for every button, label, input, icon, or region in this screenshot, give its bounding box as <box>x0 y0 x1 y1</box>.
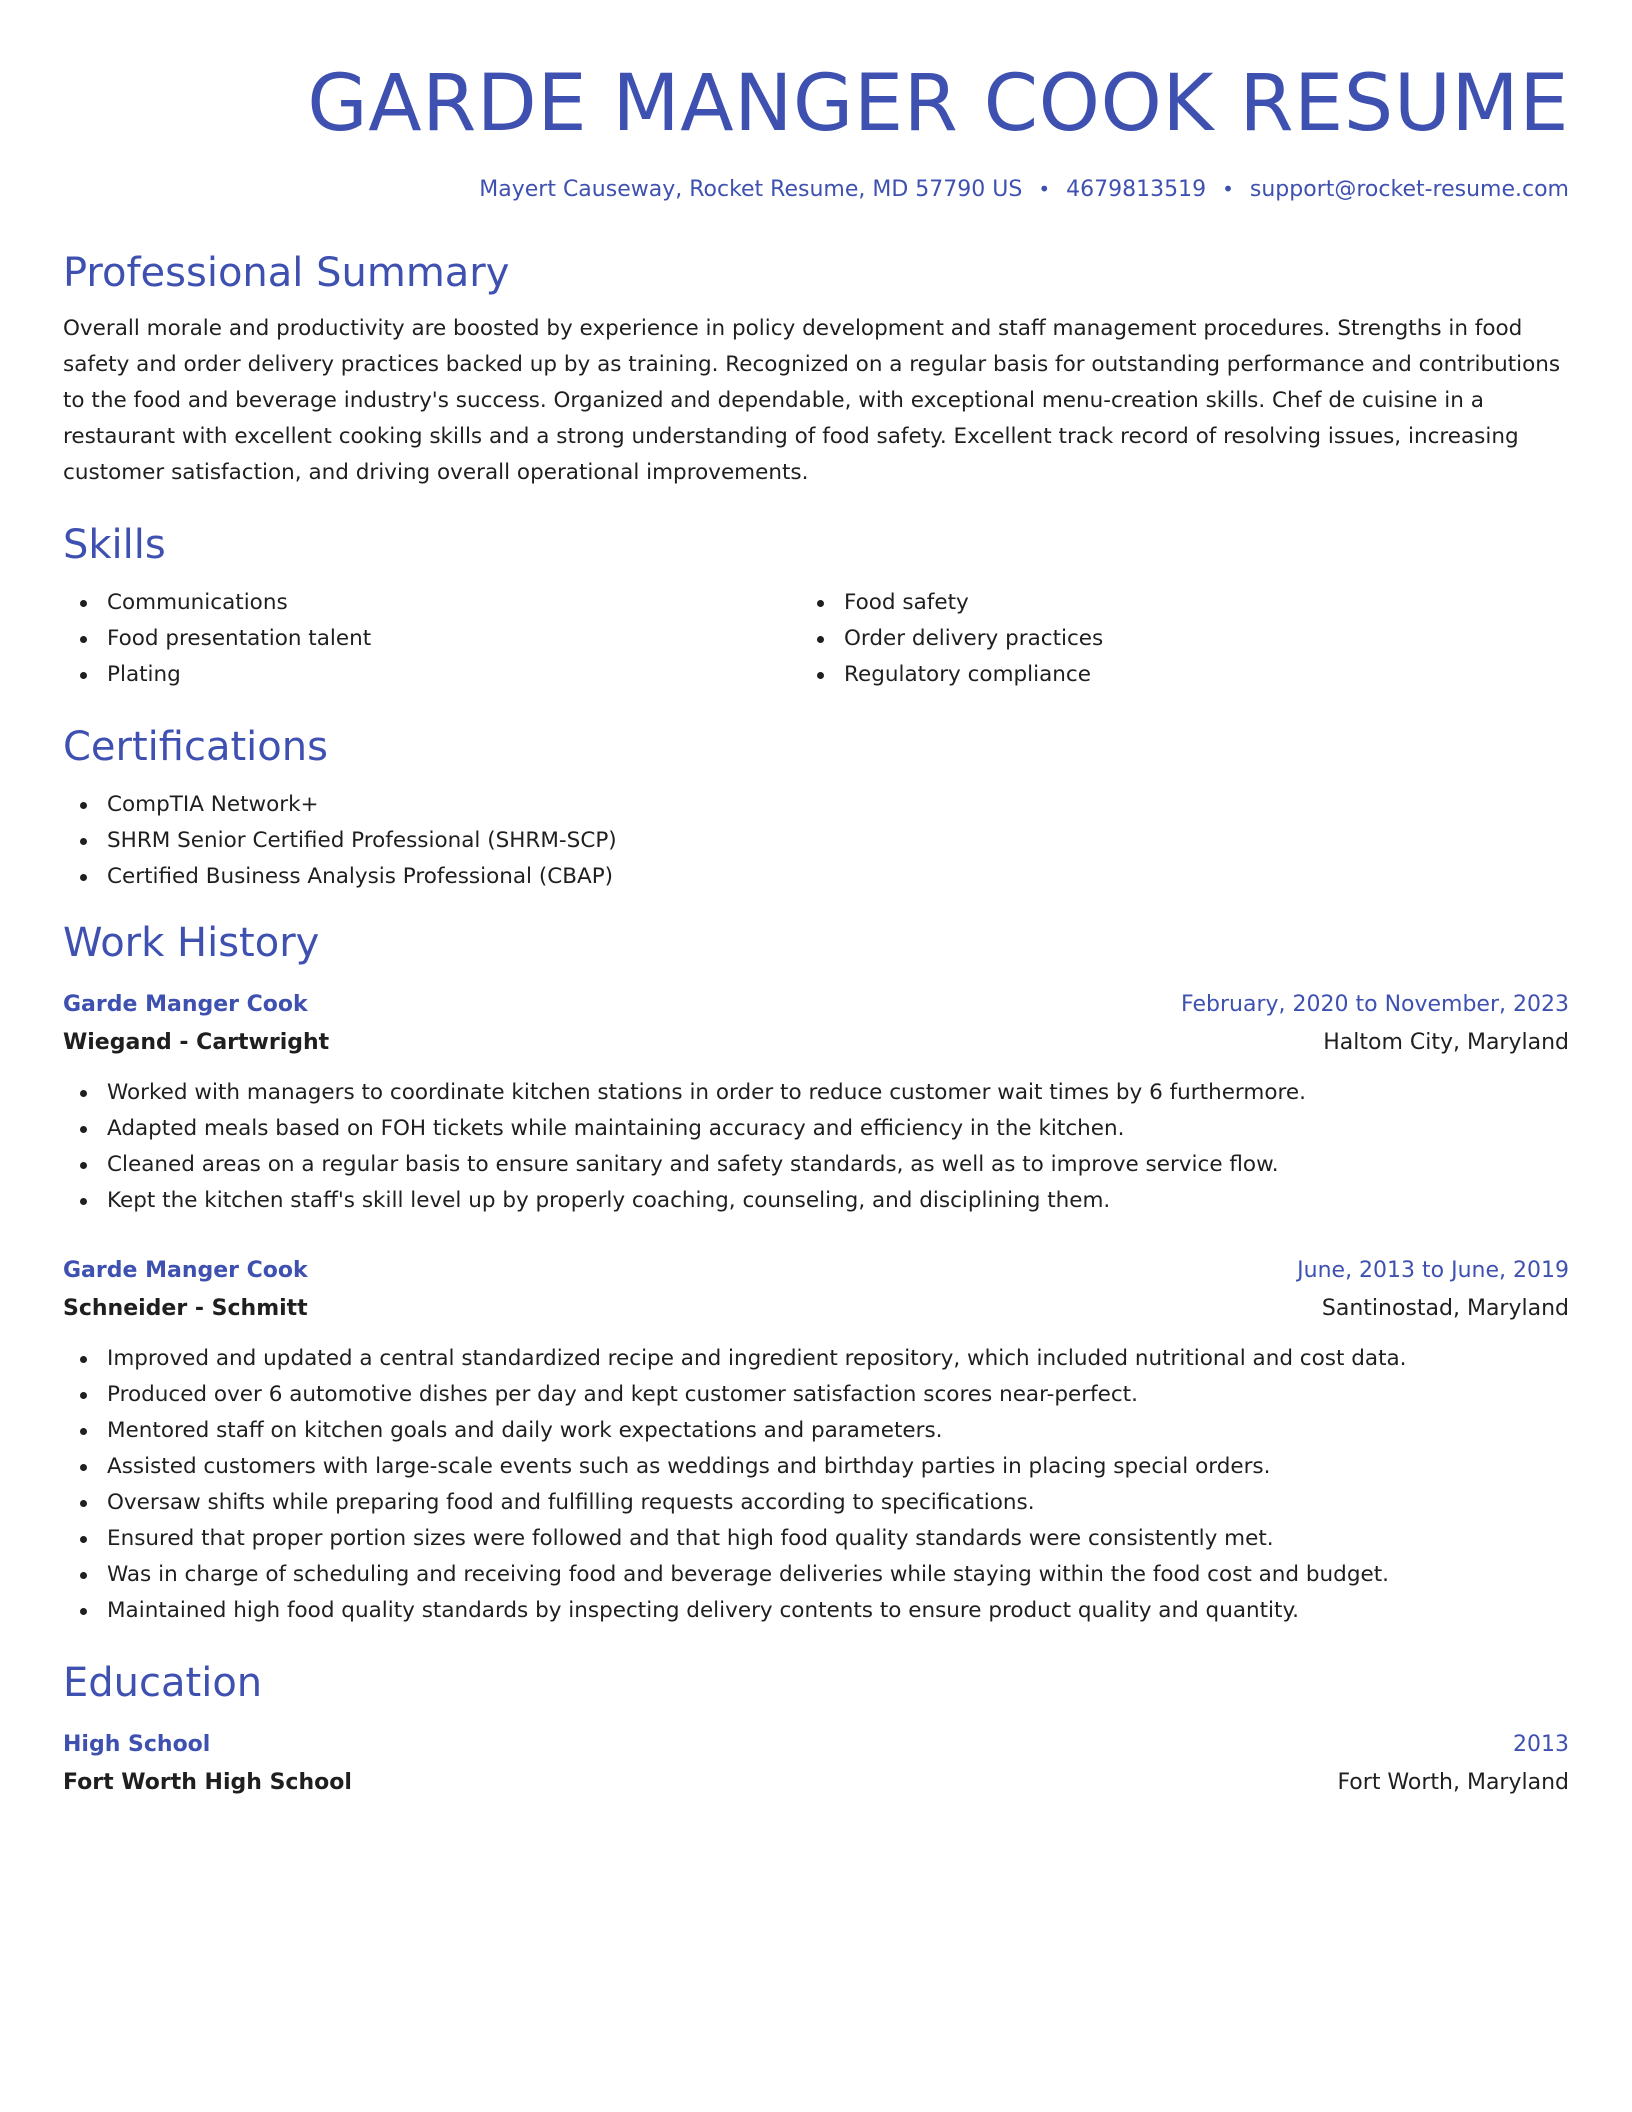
skills-column-right <box>800 585 1537 693</box>
job-employer: Wiegand - Cartwright <box>63 1030 330 1055</box>
education-school: Fort Worth High School <box>63 1770 352 1795</box>
contact-phone: 4679813519 <box>1066 177 1207 202</box>
skill-item: Communications <box>63 585 800 621</box>
job-bullet: Produced over 6 automotive dishes per day and kept customer satisfaction scores near-perfect. <box>63 1377 1569 1413</box>
job-bullet: Maintained high food quality standards by inspecting delivery contents to ensure product quality and quantity. <box>63 1593 1569 1629</box>
job-dates: February, 2020 to November, 2023 <box>1181 992 1569 1017</box>
job-bullet: Oversaw shifts while preparing food and fulfilling requests according to specifications. <box>63 1485 1569 1521</box>
job-bullet: Assisted customers with large-scale events such as weddings and birthday parties in placing special orders. <box>63 1449 1569 1485</box>
job-bullet: Adapted meals based on FOH tickets while maintaining accuracy and efficiency in the kitchen. <box>63 1111 1569 1147</box>
job-bullet-list <box>63 1075 1569 1219</box>
contact-separator: • <box>1038 177 1051 201</box>
education-school-row <box>63 1763 1569 1803</box>
certifications-list <box>63 787 1569 895</box>
resume-title: GARDE MANGER COOK RESUME <box>307 59 1569 149</box>
skills-section <box>63 519 1569 693</box>
certifications-section <box>63 721 1569 895</box>
job-title: Garde Manger Cook <box>63 992 308 1017</box>
job-location: Haltom City, Maryland <box>1323 1030 1569 1055</box>
certification-item: SHRM Senior Certified Professional (SHRM-SCP) <box>63 823 1569 859</box>
job-bullet: Improved and updated a central standardized recipe and ingredient repository, which included nutritional and cost data. <box>63 1341 1569 1377</box>
contact-line <box>63 174 1569 205</box>
education-section <box>63 1657 1569 1803</box>
skill-item: Order delivery practices <box>800 621 1537 657</box>
job-dates: June, 2013 to June, 2019 <box>1297 1258 1569 1283</box>
education-entry <box>63 1727 1569 1803</box>
section-heading-skills: Skills <box>63 522 166 568</box>
job-entry <box>63 987 1569 1219</box>
skill-item: Regulatory compliance <box>800 657 1537 693</box>
contact-address: Mayert Causeway, Rocket Resume, MD 57790 US <box>479 177 1023 202</box>
section-heading-summary: Professional Summary <box>63 250 510 296</box>
job-bullet: Worked with managers to coordinate kitchen stations in order to reduce customer wait times by 6 furthermore. <box>63 1075 1569 1111</box>
education-header-row <box>63 1727 1569 1763</box>
job-bullet: Kept the kitchen staff's skill level up by properly coaching, counseling, and disciplining them. <box>63 1183 1569 1219</box>
job-title: Garde Manger Cook <box>63 1258 308 1283</box>
job-entry <box>63 1253 1569 1629</box>
summary-text: Overall morale and productivity are boosted by experience in policy development and staff management procedures. Strengths in food safety and order delivery practices backed up by as training. Recognized on a regular basis for outstanding performance and contributions to the food and beverage industry's success. Organized and dependable, with exceptional menu-creation skills. Chef de cuisine in a restaurant with excellent cooking skills and a strong understanding of food safety. Excellent track record of resolving issues, increasing customer satisfaction, and driving overall operational improvements. <box>63 316 1561 485</box>
skills-grid <box>63 585 1569 693</box>
skill-item: Food presentation talent <box>63 621 800 657</box>
job-employer: Schneider - Schmitt <box>63 1296 308 1321</box>
section-heading-certifications: Certifications <box>63 724 328 770</box>
certification-item: CompTIA Network+ <box>63 787 1569 823</box>
certification-item: Certified Business Analysis Professional (CBAP) <box>63 859 1569 895</box>
contact-email: support@rocket-resume.com <box>1249 177 1569 202</box>
job-bullet: Ensured that proper portion sizes were followed and that high food quality standards were consistently met. <box>63 1521 1569 1557</box>
work-history-section <box>63 917 1569 1629</box>
education-degree: High School <box>63 1732 211 1757</box>
job-bullet: Cleaned areas on a regular basis to ensure sanitary and safety standards, as well as to improve service flow. <box>63 1147 1569 1183</box>
job-employer-row <box>63 1023 1569 1063</box>
professional-summary-section <box>63 247 1569 491</box>
education-location: Fort Worth, Maryland <box>1337 1770 1569 1795</box>
skill-item: Plating <box>63 657 800 693</box>
section-heading-work-history: Work History <box>63 920 320 966</box>
job-header-row <box>63 1253 1569 1289</box>
job-header-row <box>63 987 1569 1023</box>
job-bullet: Was in charge of scheduling and receiving food and beverage deliveries while staying within the food cost and budget. <box>63 1557 1569 1593</box>
section-heading-education: Education <box>63 1660 263 1706</box>
job-location: Santinostad, Maryland <box>1321 1296 1569 1321</box>
job-bullet: Mentored staff on kitchen goals and daily work expectations and parameters. <box>63 1413 1569 1449</box>
contact-separator: • <box>1222 177 1234 201</box>
job-employer-row <box>63 1289 1569 1329</box>
job-bullet-list <box>63 1341 1569 1629</box>
skills-column-left <box>63 585 800 693</box>
skill-item: Food safety <box>800 585 1537 621</box>
education-year: 2013 <box>1513 1732 1569 1757</box>
